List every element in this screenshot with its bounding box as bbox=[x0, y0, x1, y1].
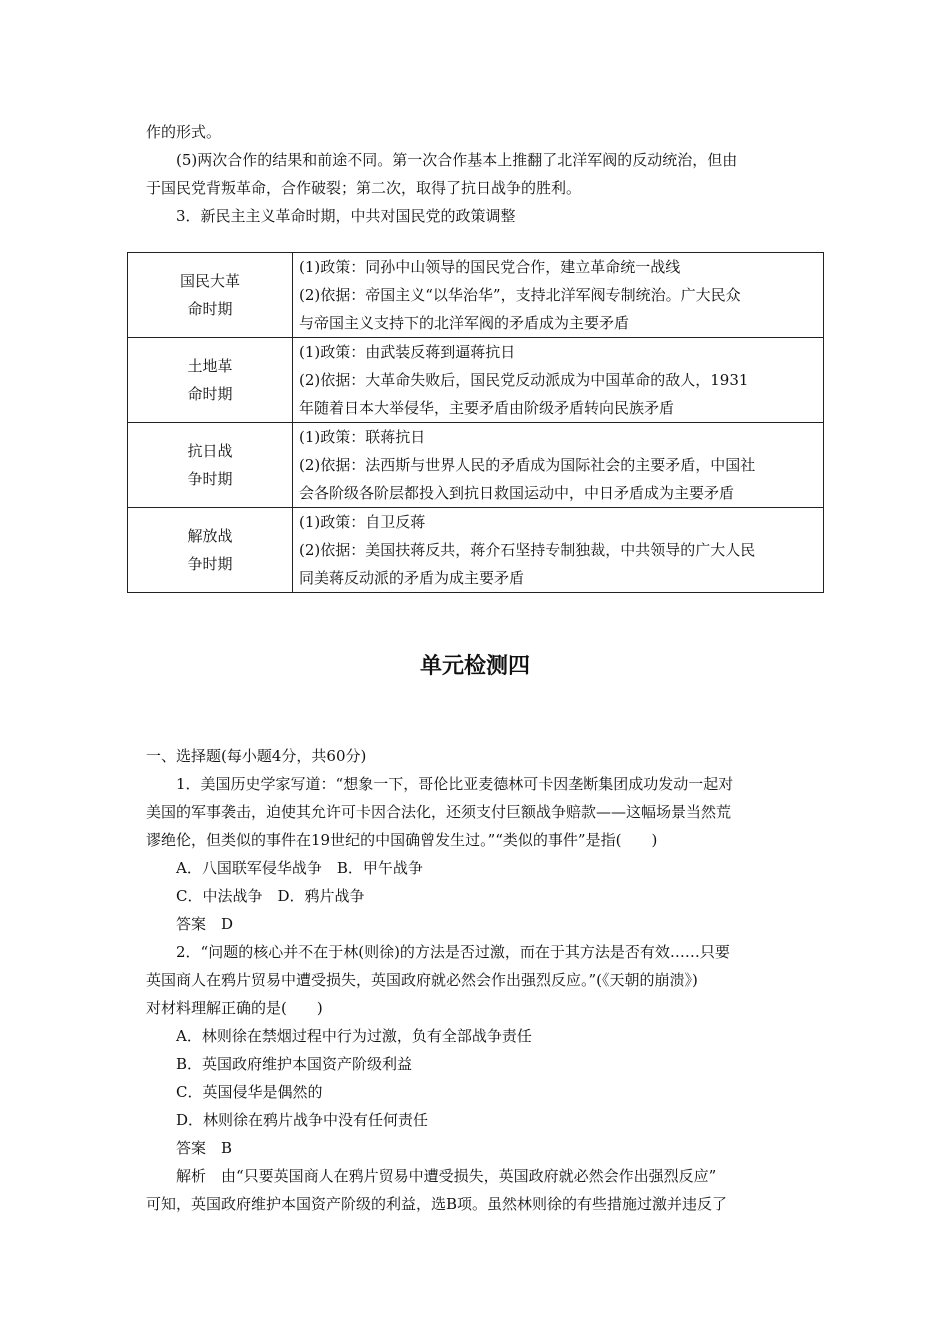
table-row bbox=[128, 508, 824, 593]
basis-line: 年随着日本大举侵华，主要矛盾由阶级矛盾转向民族矛盾 bbox=[299, 399, 675, 417]
period-label-1: 国民大革 bbox=[179, 272, 240, 290]
q1-line-3: 谬绝伦，但类似的事件在19世纪的中国确曾发生过。”“类似的事件”是指( ) bbox=[146, 831, 658, 849]
basis-line: (2)依据：法西斯与世界人民的矛盾成为国际社会的主要矛盾，中国社 bbox=[299, 456, 756, 474]
q2-line-1: 2．“问题的核心并不在于林(则徐)的方法是否过激，而在于其方法是否有效……只要 bbox=[176, 943, 730, 961]
basis-line: (2)依据：帝国主义“以华治华”，支持北洋军阀专制统治。广大民众 bbox=[299, 286, 741, 304]
basis-line: (2)依据：美国扶蒋反共，蒋介石坚持专制独裁，中共领导的广大人民 bbox=[299, 541, 756, 559]
q2-line-2: 英国商人在鸦片贸易中遭受损失，英国政府就必然会作出强烈反应。”(《天朝的崩溃》) bbox=[146, 971, 698, 989]
q1-options-cd: C．中法战争 D．鸦片战争 bbox=[176, 887, 365, 905]
q2-answer: 答案 B bbox=[176, 1139, 233, 1157]
period-label-2: 命时期 bbox=[187, 300, 233, 318]
q2-analysis-1: 解析 由“只要英国商人在鸦片贸易中遭受损失，英国政府就必然会作出强烈反应” bbox=[176, 1167, 717, 1185]
q2-option-b: B．英国政府维护本国资产阶级利益 bbox=[176, 1055, 413, 1073]
q1-options-ab: A．八国联军侵华战争 B．甲午战争 bbox=[176, 859, 423, 877]
period-cell bbox=[128, 423, 293, 508]
period-label-1: 土地革 bbox=[187, 357, 233, 375]
basis-line: (2)依据：大革命失败后，国民党反动派成为中国革命的敌人，1931 bbox=[299, 371, 749, 389]
q2-option-a: A．林则徐在禁烟过程中行为过激，负有全部战争责任 bbox=[176, 1027, 532, 1045]
basis-line: 同美蒋反动派的矛盾为成主要矛盾 bbox=[299, 569, 525, 587]
section-title: 单元检测四 bbox=[419, 654, 530, 679]
table-row bbox=[128, 253, 824, 338]
period-label-1: 抗日战 bbox=[187, 442, 233, 460]
q1-line-1: 1．美国历史学家写道：“想象一下，哥伦比亚麦德林可卡因垄断集团成功发动一起对 bbox=[176, 775, 734, 793]
policy-line: (1)政策：联蒋抗日 bbox=[299, 428, 426, 446]
table-row bbox=[128, 423, 824, 508]
q2-analysis-2: 可知，英国政府维护本国资产阶级的利益，选B项。虽然林则徐的有些措施过激并违反了 bbox=[146, 1195, 728, 1213]
policy-cell bbox=[293, 338, 824, 423]
period-label-2: 争时期 bbox=[187, 470, 233, 488]
period-cell bbox=[128, 253, 293, 338]
period-label-2: 命时期 bbox=[187, 385, 233, 403]
intro-line-3: 于国民党背叛革命，合作破裂；第二次，取得了抗日战争的胜利。 bbox=[146, 179, 582, 197]
q2-line-3: 对材料理解正确的是( ) bbox=[146, 999, 323, 1017]
policy-cell bbox=[293, 423, 824, 508]
period-label-2: 争时期 bbox=[187, 555, 233, 573]
period-cell bbox=[128, 508, 293, 593]
intro-line-2: (5)两次合作的结果和前途不同。第一次合作基本上推翻了北洋军阀的反动统治，但由 bbox=[176, 151, 738, 169]
basis-line: 与帝国主义支持下的北洋军阀的矛盾成为主要矛盾 bbox=[299, 314, 630, 332]
table-caption: 3．新民主主义革命时期，中共对国民党的政策调整 bbox=[176, 207, 516, 225]
policy-table bbox=[127, 252, 824, 593]
q1-answer: 答案 D bbox=[176, 915, 234, 933]
intro-line-1: 作的形式。 bbox=[146, 123, 222, 141]
policy-cell bbox=[293, 508, 824, 593]
policy-line: (1)政策：同孙中山领导的国民党合作，建立革命统一战线 bbox=[299, 258, 681, 276]
policy-cell bbox=[293, 253, 824, 338]
exam-heading: 一、选择题(每小题4分，共60分) bbox=[146, 747, 367, 765]
q2-option-c: C．英国侵华是偶然的 bbox=[176, 1083, 323, 1101]
q2-option-d: D．林则徐在鸦片战争中没有任何责任 bbox=[176, 1111, 429, 1129]
period-label-1: 解放战 bbox=[187, 527, 233, 545]
basis-line: 会各阶级各阶层都投入到抗日救国运动中，中日矛盾成为主要矛盾 bbox=[299, 484, 735, 502]
q1-line-2: 美国的军事袭击，迫使其允许可卡因合法化，还须支付巨额战争赔款——这幅场景当然荒 bbox=[146, 803, 732, 821]
period-cell bbox=[128, 338, 293, 423]
policy-line: (1)政策：由武装反蒋到逼蒋抗日 bbox=[299, 343, 516, 361]
table-row bbox=[128, 338, 824, 423]
policy-line: (1)政策：自卫反蒋 bbox=[299, 513, 426, 531]
